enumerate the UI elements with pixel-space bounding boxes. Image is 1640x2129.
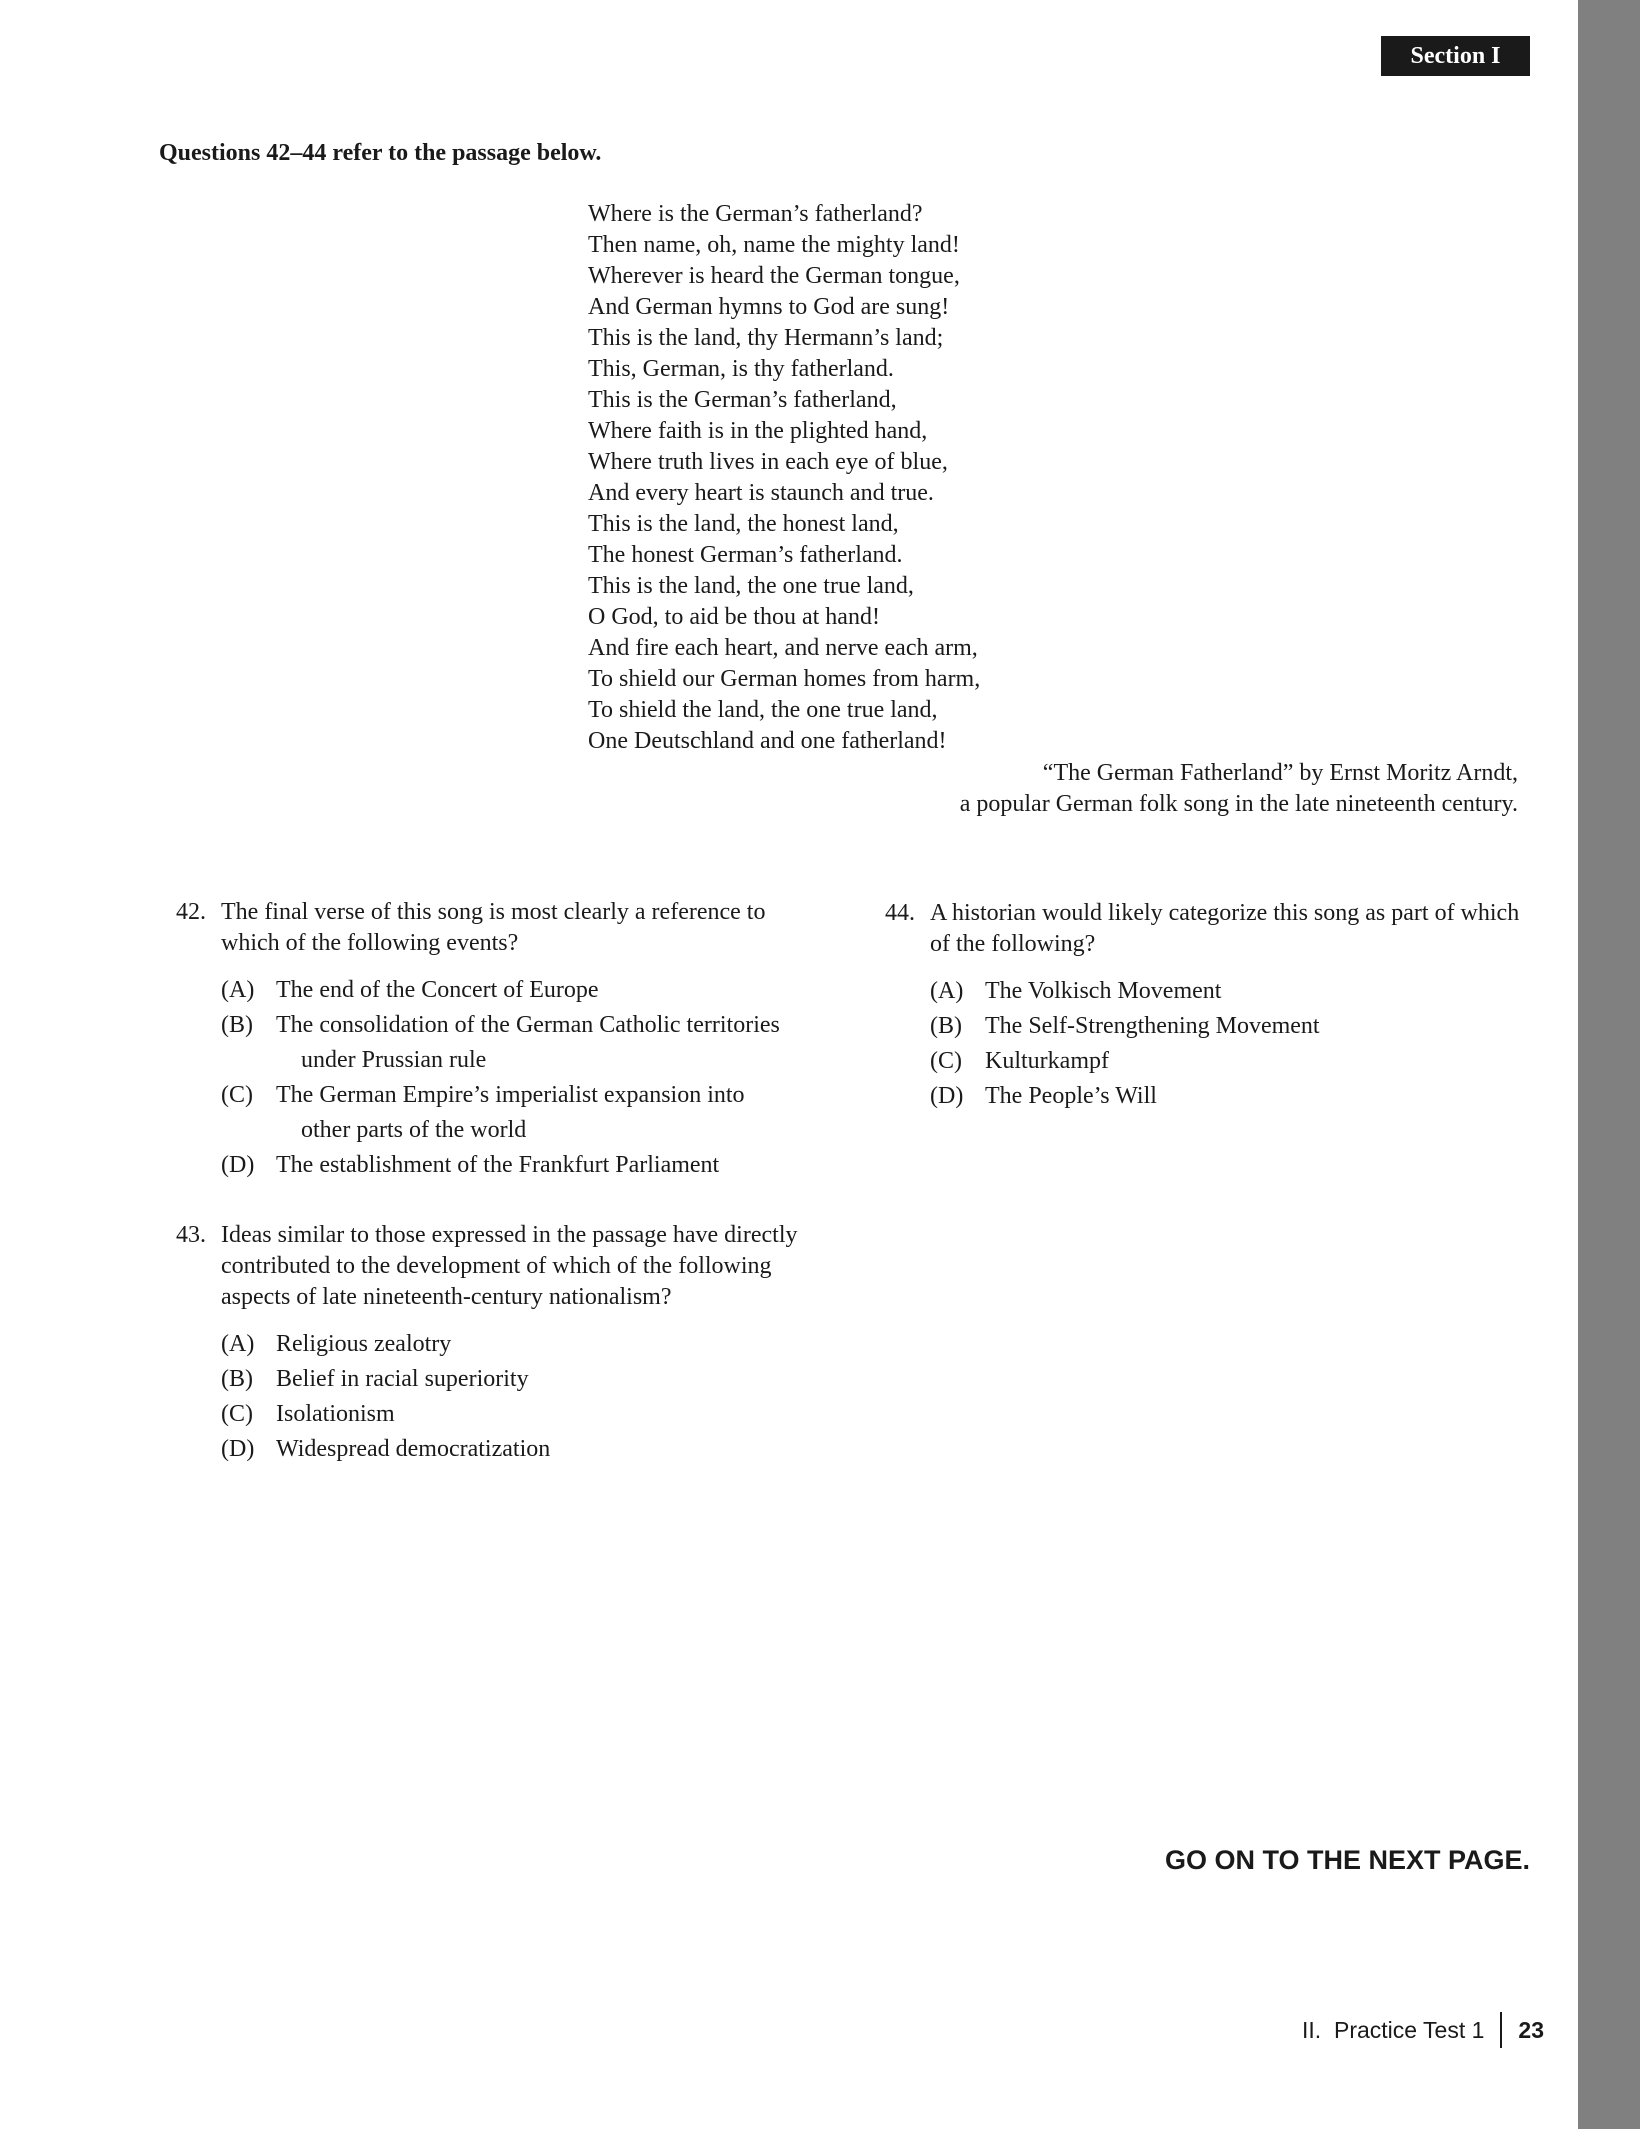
answer-option[interactable] bbox=[221, 1397, 816, 1432]
page-number: 23 bbox=[1518, 2016, 1544, 2043]
poem-passage bbox=[588, 199, 980, 757]
option-label: (D) bbox=[221, 1152, 255, 1178]
footer-label: II. Practice Test 1 bbox=[1302, 2016, 1485, 2043]
option-label: (D) bbox=[221, 1436, 255, 1462]
option-text: Isolationism bbox=[276, 1401, 395, 1427]
answer-option[interactable] bbox=[221, 1008, 816, 1078]
question-number: 42. bbox=[176, 899, 206, 925]
poem-line: O God, to aid be thou at hand! bbox=[588, 604, 880, 630]
footer-divider bbox=[1500, 2012, 1502, 2048]
option-label: (C) bbox=[930, 1048, 962, 1074]
poem-line: Where faith is in the plighted hand, bbox=[588, 418, 928, 444]
option-text-continued: under Prussian rule bbox=[301, 1047, 487, 1073]
poem-line: And every heart is staunch and true. bbox=[588, 480, 934, 506]
option-text: The Self-Strengthening Movement bbox=[985, 1013, 1320, 1039]
poem-line: And fire each heart, and nerve each arm, bbox=[588, 635, 978, 661]
poem-line: To shield our German homes from harm, bbox=[588, 666, 981, 692]
poem-line: Then name, oh, name the mighty land! bbox=[588, 232, 960, 258]
poem-line: This is the land, the honest land, bbox=[588, 511, 899, 537]
option-text: The consolidation of the German Catholic territories bbox=[276, 1012, 780, 1038]
option-text: The German Empire’s imperialist expansion into bbox=[276, 1082, 745, 1108]
option-label: (A) bbox=[221, 1331, 255, 1357]
answer-option[interactable] bbox=[221, 1327, 816, 1362]
passage-heading: Questions 42–44 refer to the passage below. bbox=[159, 140, 602, 166]
question-number: 43. bbox=[176, 1222, 206, 1248]
question-number: 44. bbox=[885, 900, 915, 926]
option-text: The People’s Will bbox=[985, 1083, 1157, 1109]
option-text: The establishment of the Frankfurt Parliament bbox=[276, 1152, 720, 1178]
go-on-notice: GO ON TO THE NEXT PAGE. bbox=[1164, 1845, 1530, 1875]
option-label: (A) bbox=[221, 977, 255, 1003]
option-text: Belief in racial superiority bbox=[276, 1366, 529, 1392]
option-text: The Volkisch Movement bbox=[985, 978, 1222, 1004]
poem-line: The honest German’s fatherland. bbox=[588, 542, 903, 568]
option-text: Religious zealotry bbox=[276, 1331, 452, 1357]
question-stem: Ideas similar to those expressed in the passage have directly contributed to the development of which of the following aspects of late nineteenth-century nationalism? bbox=[221, 1222, 798, 1310]
answer-option[interactable] bbox=[930, 974, 1525, 1009]
poem-line: Where truth lives in each eye of blue, bbox=[588, 449, 948, 475]
answer-option[interactable] bbox=[930, 1044, 1525, 1079]
option-text: Widespread democratization bbox=[276, 1436, 551, 1462]
answer-option[interactable] bbox=[221, 1078, 816, 1148]
poem-line: Where is the German’s fatherland? bbox=[588, 201, 923, 227]
answer-option[interactable] bbox=[221, 973, 816, 1008]
poem-line: One Deutschland and one fatherland! bbox=[588, 728, 947, 754]
attribution-line: “The German Fatherland” by Ernst Moritz Arndt, bbox=[1042, 760, 1518, 786]
answer-option[interactable] bbox=[221, 1362, 816, 1397]
option-label: (D) bbox=[930, 1083, 964, 1109]
section-badge: Section I bbox=[1381, 36, 1530, 76]
question-stem: A historian would likely categorize this song as part of which of the following? bbox=[930, 900, 1520, 957]
option-label: (B) bbox=[221, 1012, 253, 1038]
option-label: (B) bbox=[930, 1013, 962, 1039]
option-text: Kulturkampf bbox=[985, 1048, 1109, 1074]
question-42 bbox=[176, 897, 816, 1183]
page-footer bbox=[1302, 2012, 1544, 2048]
option-label: (C) bbox=[221, 1082, 253, 1108]
answer-option[interactable] bbox=[221, 1148, 816, 1183]
poem-line: This is the land, the one true land, bbox=[588, 573, 914, 599]
answer-option[interactable] bbox=[930, 1079, 1525, 1114]
attribution-line: a popular German folk song in the late nineteenth century. bbox=[959, 791, 1518, 817]
option-text-continued: other parts of the world bbox=[301, 1117, 527, 1143]
poem-line: This is the German’s fatherland, bbox=[588, 387, 897, 413]
question-stem: The final verse of this song is most clearly a reference to which of the following events? bbox=[221, 899, 766, 956]
option-label: (C) bbox=[221, 1401, 253, 1427]
question-43 bbox=[176, 1220, 816, 1467]
poem-line: To shield the land, the one true land, bbox=[588, 697, 938, 723]
answer-option[interactable] bbox=[221, 1432, 816, 1467]
poem-line: Wherever is heard the German tongue, bbox=[588, 263, 960, 289]
answer-option[interactable] bbox=[930, 1009, 1525, 1044]
option-label: (B) bbox=[221, 1366, 253, 1392]
attribution bbox=[960, 758, 1518, 820]
poem-line: This is the land, thy Hermann’s land; bbox=[588, 325, 944, 351]
poem-line: This, German, is thy fatherland. bbox=[588, 356, 894, 382]
page-edge-bar bbox=[1578, 0, 1640, 2129]
option-text: The end of the Concert of Europe bbox=[276, 977, 599, 1003]
poem-line: And German hymns to God are sung! bbox=[588, 294, 950, 320]
option-label: (A) bbox=[930, 978, 964, 1004]
question-44 bbox=[885, 898, 1525, 1114]
